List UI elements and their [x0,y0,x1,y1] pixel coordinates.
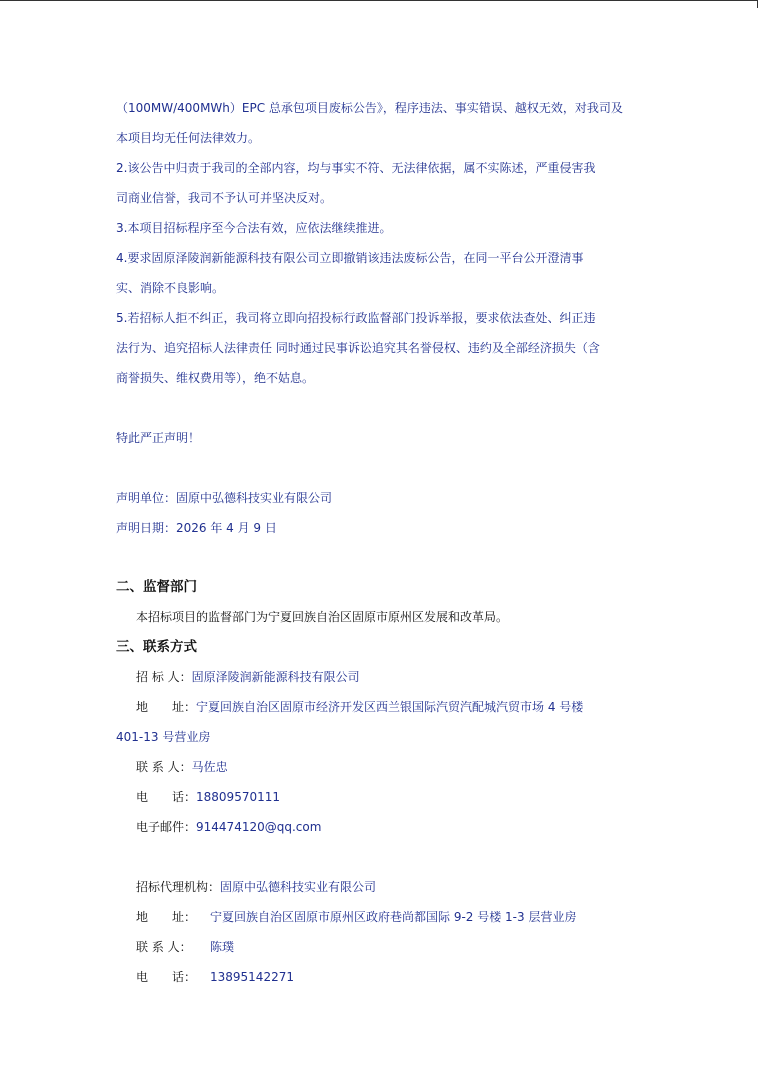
para2-line1: 2.该公告中归责于我司的全部内容，均与事实不符、无法律依据，属不实陈述，严重侵害我 [116,161,596,175]
statement-unit: 声明单位：固原中弘德科技实业有限公司 [116,491,333,505]
tenderer-email-label: 电子邮件： [136,820,197,834]
agency-address: 宁夏回族自治区固原市原州区政府巷尚都国际 9-2 号楼 1-3 层营业房 [210,910,577,924]
agency-name-label: 招标代理机构： [136,880,221,894]
para3-line1: 3.本项目招标程序至今合法有效，应依法继续推进。 [116,221,392,235]
tenderer-phone: 18809570111 [196,790,280,804]
statement-date: 声明日期：2026 年 4 月 9 日 [116,521,277,535]
agency-phone: 13895142271 [210,970,294,984]
para4-line2: 实、消除不良影响。 [116,281,225,295]
agency-name: 固原中弘德科技实业有限公司 [220,880,377,894]
tenderer-person-row [136,760,228,774]
para1-line2: 本项目均无任何法律效力。 [116,131,261,145]
tenderer-address-row [136,700,583,714]
page-top-border [0,0,758,1]
para5-line2: 法行为、追究招标人法律责任 同时通过民事诉讼追究其名誉侵权、违约及全部经济损失（含 [116,341,600,355]
tenderer-address-line2: 401-13 号营业房 [116,730,211,744]
tenderer-address-line1: 宁夏回族自治区固原市经济开发区西兰银国际汽贸汽配城汽贸市场 4 号楼 [196,700,584,714]
tenderer-email-row [136,820,321,834]
contact-heading: 三、联系方式 [116,639,197,655]
agency-person-row [136,940,234,954]
tenderer-phone-label: 电 话： [136,790,197,804]
para2-line2: 司商业信誉，我司不予认可并坚决反对。 [116,191,333,205]
agency-name-row [136,880,376,894]
tenderer-person-label: 联 系 人： [136,760,192,774]
tenderer-address-label: 地 址： [136,700,197,714]
tenderer-name: 固原泽陵润新能源科技有限公司 [191,670,360,684]
tenderer-email: 914474120@qq.com [196,820,322,834]
supervision-heading: 二、监督部门 [116,579,197,595]
tenderer-person: 马佐忠 [191,760,228,774]
para4-line1: 4.要求固原泽陵润新能源科技有限公司立即撤销该违法废标公告，在同一平台公开澄清事 [116,251,584,265]
para5-line1: 5.若招标人拒不纠正，我司将立即向招投标行政监督部门投诉举报，要求依法查处、纠正违 [116,311,596,325]
tenderer-phone-row [136,790,280,804]
closing-statement: 特此严正声明！ [116,431,201,445]
agency-address-row [136,910,576,924]
tenderer-name-row [136,670,360,684]
para1-line1: （100MW/400MWh）EPC 总承包项目废标公告》，程序违法、事实错误、越权无效，对我司及 [116,101,623,115]
tenderer-name-label: 招 标 人： [136,670,192,684]
agency-person-label: 联 系 人： [136,940,192,954]
agency-phone-label: 电 话： [136,970,197,984]
agency-person: 陈璞 [210,940,235,954]
agency-address-label: 地 址： [136,910,197,924]
para5-line3: 商誉损失、维权费用等），绝不姑息。 [116,371,315,385]
supervision-text: 本招标项目的监督部门为宁夏回族自治区固原市原州区发展和改革局。 [136,610,509,624]
agency-phone-row [136,970,294,984]
